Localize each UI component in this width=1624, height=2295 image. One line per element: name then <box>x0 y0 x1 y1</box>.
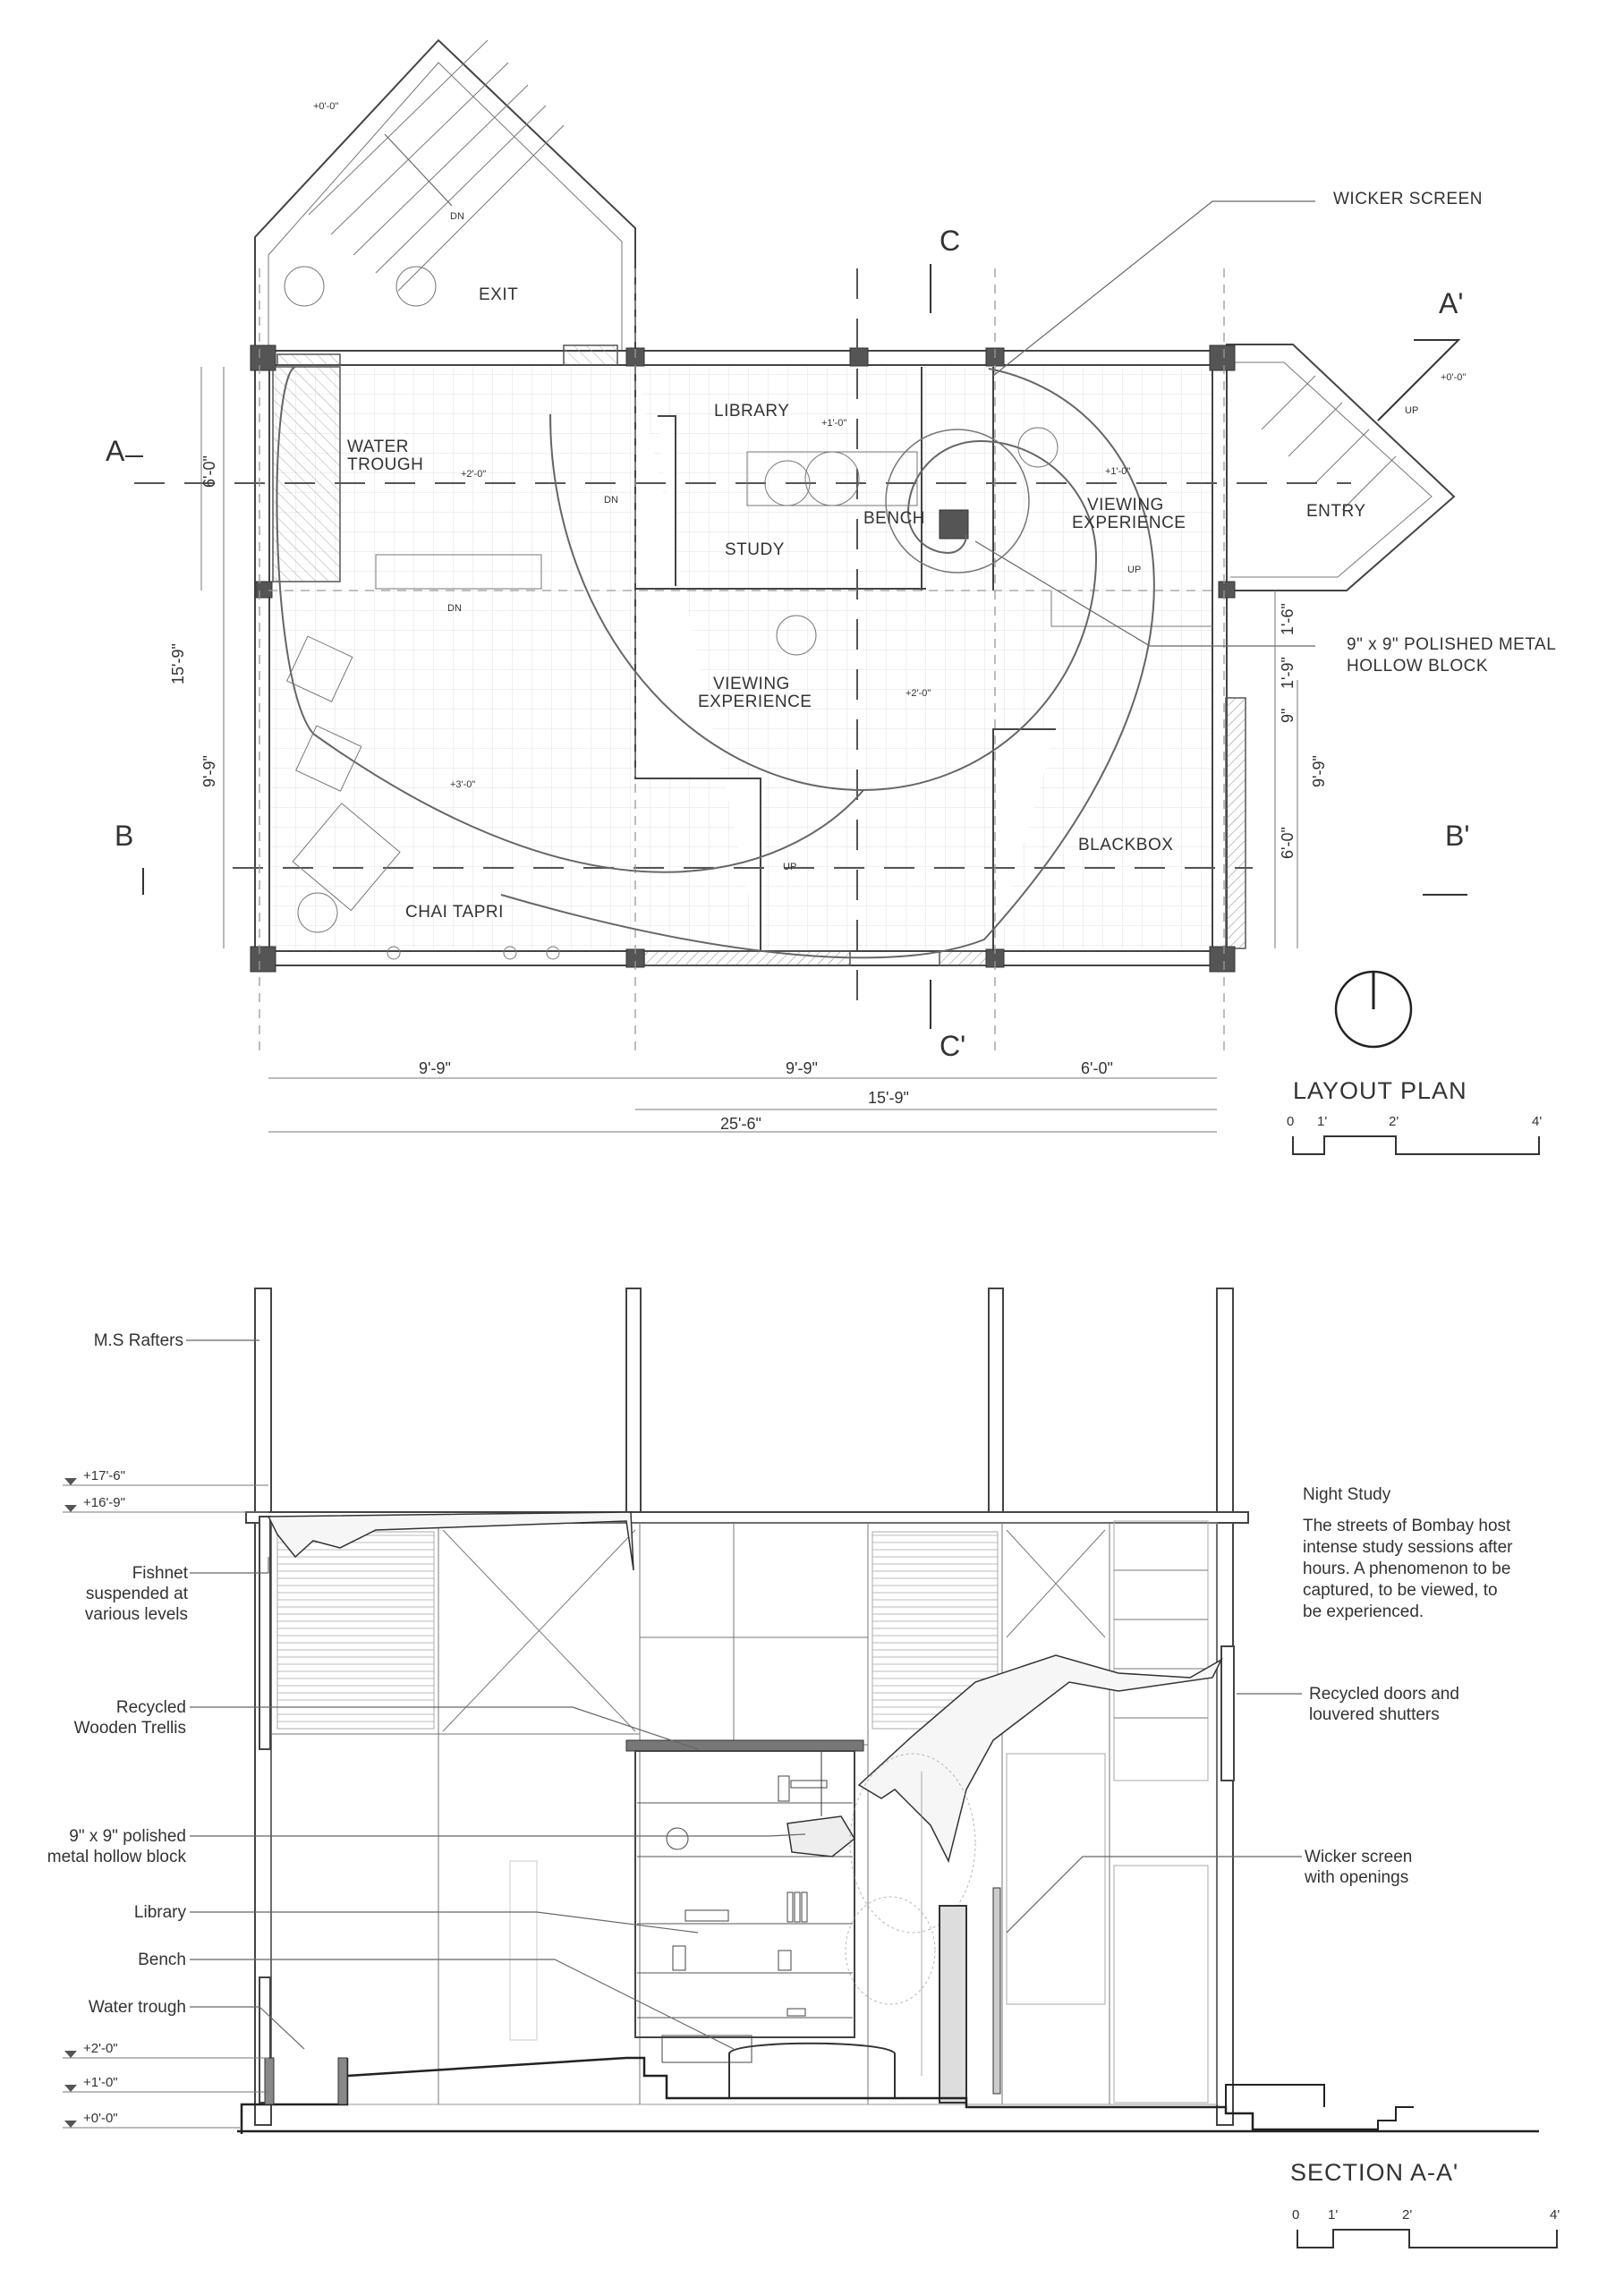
note-block: 9" x 9" polished <box>69 1827 186 1846</box>
dim-bottom: 9'-9" <box>419 1059 451 1077</box>
dim-right: 6'-0" <box>1279 827 1297 859</box>
note-block: metal hollow block <box>47 1848 186 1866</box>
dim-left: 6'-0" <box>200 455 218 488</box>
dim-right: 9" <box>1279 708 1297 723</box>
description-line: be experienced. <box>1303 1602 1424 1621</box>
note-trellis: Wooden Trellis <box>73 1719 186 1738</box>
scale-label: 2' <box>1389 1114 1399 1129</box>
note-doors: louvered shutters <box>1309 1705 1440 1724</box>
scale-label: 1' <box>1328 2207 1339 2223</box>
section-level: +16'-9" <box>83 1495 125 1510</box>
level-marker: +0'-0" <box>1441 372 1467 383</box>
note-trough: Water trough <box>88 1998 186 2017</box>
description-line: hours. A phenomenon to be <box>1303 1560 1511 1578</box>
level-marker: +3'-0" <box>450 779 476 790</box>
room-exit: EXIT <box>479 285 519 304</box>
stair-label: DN <box>604 495 618 506</box>
note-doors: Recycled doors and <box>1309 1685 1459 1704</box>
note-wicker: Wicker screen <box>1305 1848 1413 1866</box>
callout-metal-block-1: 9" x 9" POLISHED METAL <box>1347 635 1557 654</box>
plan-title: LAYOUT PLAN <box>1293 1077 1467 1104</box>
room-viewing-center-1: VIEWING <box>713 675 790 693</box>
section-mark-c: C <box>940 225 961 257</box>
room-chai-tapri: CHAI TAPRI <box>405 903 504 922</box>
room-viewing-upper-1: VIEWING <box>1087 496 1164 514</box>
entry-pavilion <box>1221 344 1454 591</box>
description-line: captured, to be viewed, to <box>1303 1581 1498 1600</box>
room-study: STUDY <box>725 540 785 559</box>
room-viewing-center-2: EXPERIENCE <box>698 693 812 711</box>
scale-label: 1' <box>1317 1114 1328 1129</box>
stair-label: UP <box>783 862 797 872</box>
level-marker: +2'-0" <box>461 469 487 480</box>
scale-label: 4' <box>1550 2207 1560 2223</box>
note-wicker: with openings <box>1305 1868 1409 1887</box>
room-water-trough-1: WATER <box>347 438 409 456</box>
dim-bottom-total: 25'-6" <box>720 1115 761 1133</box>
scale-label: 0 <box>1287 1114 1295 1129</box>
bench <box>729 2044 895 2098</box>
description-line: The streets of Bombay host <box>1303 1517 1511 1535</box>
dim-right: 1'-9" <box>1279 657 1297 689</box>
section-title: SECTION A-A' <box>1290 2159 1459 2186</box>
level-marker: +0'-0" <box>313 101 339 112</box>
wicker-screen <box>940 1906 966 2103</box>
north-arrow-icon <box>1336 972 1411 1047</box>
section-drawing <box>63 1288 1557 2248</box>
note-bench: Bench <box>138 1951 186 1969</box>
section-level: +17'-6" <box>83 1468 125 1483</box>
note-fishnet: suspended at <box>85 1585 188 1603</box>
section-level: +1'-0" <box>83 2075 118 2090</box>
dim-right: 9'-9" <box>1310 755 1328 787</box>
stair-label: UP <box>1405 405 1419 416</box>
dim-left: 15'-9" <box>169 643 187 684</box>
callout-metal-block-2: HOLLOW BLOCK <box>1347 657 1489 676</box>
room-water-trough-2: TROUGH <box>347 455 424 474</box>
section-mark-a-prime: A' <box>1439 287 1464 319</box>
layout-plan <box>125 40 1539 1154</box>
stair-label: DN <box>450 211 464 222</box>
note-fishnet: various levels <box>84 1605 188 1624</box>
dim-left: 9'-9" <box>200 755 218 787</box>
dim-bottom: 15'-9" <box>868 1089 909 1107</box>
level-marker: +1'-0" <box>821 418 847 429</box>
room-entry: ENTRY <box>1306 502 1366 521</box>
back-panels <box>271 1521 1217 2104</box>
exit-pavilion <box>255 40 635 358</box>
note-trellis: Recycled <box>115 1698 186 1717</box>
note-library: Library <box>133 1903 186 1922</box>
stair-label: UP <box>1127 565 1142 575</box>
room-library: LIBRARY <box>714 402 790 421</box>
plan-scale-bar <box>1293 1136 1539 1154</box>
scale-label: 4' <box>1532 1114 1543 1129</box>
section-scale-bar <box>1297 2230 1557 2248</box>
section-mark-b: B <box>115 820 134 852</box>
section-mark-c-prime: C' <box>940 1030 966 1062</box>
description-heading: Night Study <box>1303 1485 1391 1504</box>
section-mark-b-prime: B' <box>1445 820 1470 852</box>
dim-bottom: 9'-9" <box>786 1059 818 1077</box>
note-rafters: M.S Rafters <box>93 1331 183 1350</box>
room-bench: BENCH <box>863 509 926 528</box>
library-shelves <box>626 1740 863 2037</box>
callout-wicker-screen: WICKER SCREEN <box>1333 190 1483 208</box>
section-mark-a: A <box>106 435 125 467</box>
scale-label: 0 <box>1292 2207 1300 2223</box>
stair-label: DN <box>447 603 462 614</box>
dim-right: 1'-6" <box>1279 603 1297 635</box>
level-marker: +2'-0" <box>906 688 931 699</box>
level-marker: +1'-0" <box>1105 466 1131 477</box>
metal-block-pendant <box>787 1816 855 1857</box>
dim-bottom: 6'-0" <box>1081 1059 1113 1077</box>
section-level: +2'-0" <box>83 2041 118 2056</box>
room-viewing-upper-2: EXPERIENCE <box>1072 514 1186 532</box>
section-level: +0'-0" <box>83 2111 118 2126</box>
scale-label: 2' <box>1402 2207 1413 2223</box>
room-blackbox: BLACKBOX <box>1078 836 1174 854</box>
note-fishnet: Fishnet <box>132 1564 188 1583</box>
description-line: intense study sessions after <box>1303 1538 1513 1557</box>
